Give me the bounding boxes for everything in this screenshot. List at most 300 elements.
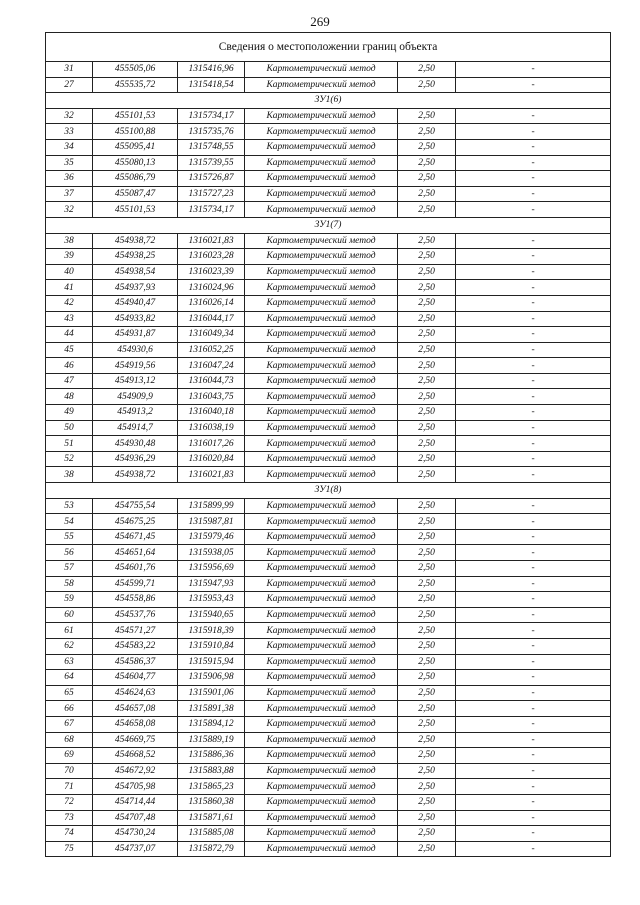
method-cell: Картометрический метод — [245, 810, 398, 826]
table-row — [46, 139, 611, 155]
description-cell: - — [456, 155, 611, 171]
table-row — [46, 576, 611, 592]
method-cell: Картометрический метод — [245, 77, 398, 93]
method-cell: Картометрический метод — [245, 108, 398, 124]
method-cell: Картометрический метод — [245, 561, 398, 577]
coord-y-cell: 1315727,23 — [178, 186, 245, 202]
table-row — [46, 810, 611, 826]
description-cell: - — [456, 451, 611, 467]
table-row — [46, 732, 611, 748]
point-number-cell: 60 — [46, 607, 93, 623]
description-cell: - — [456, 405, 611, 421]
description-cell: - — [456, 342, 611, 358]
coord-x-cell: 454909,9 — [93, 389, 178, 405]
description-cell: - — [456, 701, 611, 717]
accuracy-cell: 2,50 — [398, 623, 456, 639]
description-cell: - — [456, 654, 611, 670]
description-cell: - — [456, 311, 611, 327]
point-number-cell: 70 — [46, 763, 93, 779]
description-cell: - — [456, 77, 611, 93]
coord-y-cell: 1315901,06 — [178, 685, 245, 701]
description-cell: - — [456, 327, 611, 343]
description-cell: - — [456, 841, 611, 857]
description-cell: - — [456, 264, 611, 280]
description-cell: - — [456, 779, 611, 795]
method-cell: Картометрический метод — [245, 763, 398, 779]
method-cell: Картометрический метод — [245, 249, 398, 265]
method-cell: Картометрический метод — [245, 529, 398, 545]
coord-x-cell: 455505,06 — [93, 62, 178, 78]
accuracy-cell: 2,50 — [398, 420, 456, 436]
method-cell: Картометрический метод — [245, 358, 398, 374]
table-row — [46, 62, 611, 78]
table-row — [46, 654, 611, 670]
coord-x-cell: 454737,07 — [93, 841, 178, 857]
method-cell: Картометрический метод — [245, 233, 398, 249]
coord-x-cell: 454671,45 — [93, 529, 178, 545]
table-row — [46, 545, 611, 561]
coord-x-cell: 455086,79 — [93, 171, 178, 187]
coord-y-cell: 1315906,98 — [178, 670, 245, 686]
coord-x-cell: 454931,87 — [93, 327, 178, 343]
coord-y-cell: 1316023,28 — [178, 249, 245, 265]
accuracy-cell: 2,50 — [398, 327, 456, 343]
method-cell: Картометрический метод — [245, 607, 398, 623]
method-cell: Картометрический метод — [245, 373, 398, 389]
description-cell: - — [456, 62, 611, 78]
description-cell: - — [456, 514, 611, 530]
accuracy-cell: 2,50 — [398, 654, 456, 670]
coord-x-cell: 454604,77 — [93, 670, 178, 686]
table-row — [46, 280, 611, 296]
method-cell: Картометрический метод — [245, 436, 398, 452]
description-cell: - — [456, 373, 611, 389]
table-row — [46, 670, 611, 686]
point-number-cell: 33 — [46, 124, 93, 140]
accuracy-cell: 2,50 — [398, 342, 456, 358]
point-number-cell: 73 — [46, 810, 93, 826]
point-number-cell: 45 — [46, 342, 93, 358]
description-cell: - — [456, 576, 611, 592]
section-label: ЗУ1(8) — [46, 483, 611, 499]
accuracy-cell: 2,50 — [398, 716, 456, 732]
point-number-cell: 40 — [46, 264, 93, 280]
coord-y-cell: 1316040,18 — [178, 405, 245, 421]
coord-y-cell: 1315416,96 — [178, 62, 245, 78]
description-cell: - — [456, 436, 611, 452]
coord-y-cell: 1316020,84 — [178, 451, 245, 467]
point-number-cell: 42 — [46, 295, 93, 311]
coord-x-cell: 454583,22 — [93, 638, 178, 654]
coord-x-cell: 454940,47 — [93, 295, 178, 311]
coord-x-cell: 454937,93 — [93, 280, 178, 296]
table-row — [46, 436, 611, 452]
coord-x-cell: 454938,72 — [93, 233, 178, 249]
method-cell: Картометрический метод — [245, 638, 398, 654]
accuracy-cell: 2,50 — [398, 249, 456, 265]
description-cell: - — [456, 670, 611, 686]
coord-x-cell: 455095,41 — [93, 139, 178, 155]
point-number-cell: 51 — [46, 436, 93, 452]
coord-x-cell: 454624,63 — [93, 685, 178, 701]
point-number-cell: 75 — [46, 841, 93, 857]
accuracy-cell: 2,50 — [398, 607, 456, 623]
table-row — [46, 592, 611, 608]
table-row — [46, 716, 611, 732]
point-number-cell: 35 — [46, 155, 93, 171]
table-row — [46, 467, 611, 483]
coord-y-cell: 1315860,38 — [178, 794, 245, 810]
point-number-cell: 32 — [46, 202, 93, 218]
coord-y-cell: 1315979,46 — [178, 529, 245, 545]
point-number-cell: 63 — [46, 654, 93, 670]
point-number-cell: 44 — [46, 327, 93, 343]
coord-y-cell: 1315938,05 — [178, 545, 245, 561]
section-header-row — [46, 217, 611, 233]
coord-x-cell: 454913,12 — [93, 373, 178, 389]
coord-y-cell: 1315735,76 — [178, 124, 245, 140]
accuracy-cell: 2,50 — [398, 62, 456, 78]
accuracy-cell: 2,50 — [398, 139, 456, 155]
accuracy-cell: 2,50 — [398, 77, 456, 93]
point-number-cell: 48 — [46, 389, 93, 405]
point-number-cell: 37 — [46, 186, 93, 202]
method-cell: Картометрический метод — [245, 186, 398, 202]
point-number-cell: 50 — [46, 420, 93, 436]
point-number-cell: 27 — [46, 77, 93, 93]
point-number-cell: 64 — [46, 670, 93, 686]
table-caption: Сведения о местоположении границ объекта — [46, 33, 611, 62]
method-cell: Картометрический метод — [245, 171, 398, 187]
method-cell: Картометрический метод — [245, 841, 398, 857]
coord-x-cell: 454755,54 — [93, 498, 178, 514]
coord-x-cell: 455101,53 — [93, 108, 178, 124]
point-number-cell: 59 — [46, 592, 93, 608]
description-cell: - — [456, 171, 611, 187]
table-row — [46, 841, 611, 857]
description-cell: - — [456, 607, 611, 623]
description-cell: - — [456, 108, 611, 124]
description-cell: - — [456, 716, 611, 732]
coord-x-cell: 454705,98 — [93, 779, 178, 795]
method-cell: Картометрический метод — [245, 670, 398, 686]
method-cell: Картометрический метод — [245, 467, 398, 483]
method-cell: Картометрический метод — [245, 545, 398, 561]
point-number-cell: 43 — [46, 311, 93, 327]
point-number-cell: 67 — [46, 716, 93, 732]
description-cell: - — [456, 545, 611, 561]
coord-y-cell: 1315418,54 — [178, 77, 245, 93]
table-row — [46, 124, 611, 140]
coord-x-cell: 454669,75 — [93, 732, 178, 748]
accuracy-cell: 2,50 — [398, 841, 456, 857]
coord-y-cell: 1316021,83 — [178, 233, 245, 249]
coord-x-cell: 455101,53 — [93, 202, 178, 218]
accuracy-cell: 2,50 — [398, 108, 456, 124]
accuracy-cell: 2,50 — [398, 748, 456, 764]
description-cell: - — [456, 139, 611, 155]
accuracy-cell: 2,50 — [398, 576, 456, 592]
table-row — [46, 295, 611, 311]
accuracy-cell: 2,50 — [398, 701, 456, 717]
accuracy-cell: 2,50 — [398, 561, 456, 577]
accuracy-cell: 2,50 — [398, 295, 456, 311]
method-cell: Картометрический метод — [245, 420, 398, 436]
method-cell: Картометрический метод — [245, 389, 398, 405]
table-row — [46, 186, 611, 202]
accuracy-cell: 2,50 — [398, 685, 456, 701]
section-label: ЗУ1(7) — [46, 217, 611, 233]
point-number-cell: 38 — [46, 233, 93, 249]
coord-x-cell: 454672,92 — [93, 763, 178, 779]
coord-y-cell: 1316023,39 — [178, 264, 245, 280]
point-number-cell: 46 — [46, 358, 93, 374]
table-row — [46, 311, 611, 327]
accuracy-cell: 2,50 — [398, 311, 456, 327]
coord-x-cell: 454675,25 — [93, 514, 178, 530]
method-cell: Картометрический метод — [245, 264, 398, 280]
method-cell: Картометрический метод — [245, 748, 398, 764]
coord-y-cell: 1315871,61 — [178, 810, 245, 826]
method-cell: Картометрический метод — [245, 732, 398, 748]
method-cell: Картометрический метод — [245, 701, 398, 717]
table-row — [46, 327, 611, 343]
description-cell: - — [456, 638, 611, 654]
description-cell: - — [456, 623, 611, 639]
table-row — [46, 77, 611, 93]
table-row — [46, 373, 611, 389]
table-row — [46, 342, 611, 358]
coord-y-cell: 1316049,34 — [178, 327, 245, 343]
table-row — [46, 358, 611, 374]
description-cell: - — [456, 295, 611, 311]
accuracy-cell: 2,50 — [398, 732, 456, 748]
coord-y-cell: 1316021,83 — [178, 467, 245, 483]
description-cell: - — [456, 561, 611, 577]
description-cell: - — [456, 124, 611, 140]
table-row — [46, 498, 611, 514]
method-cell: Картометрический метод — [245, 623, 398, 639]
description-cell: - — [456, 358, 611, 374]
method-cell: Картометрический метод — [245, 794, 398, 810]
coord-x-cell: 455100,88 — [93, 124, 178, 140]
method-cell: Картометрический метод — [245, 498, 398, 514]
point-number-cell: 53 — [46, 498, 93, 514]
point-number-cell: 52 — [46, 451, 93, 467]
table-row — [46, 420, 611, 436]
point-number-cell: 34 — [46, 139, 93, 155]
coord-y-cell: 1315734,17 — [178, 202, 245, 218]
coord-y-cell: 1315889,19 — [178, 732, 245, 748]
coord-y-cell: 1315883,88 — [178, 763, 245, 779]
accuracy-cell: 2,50 — [398, 638, 456, 654]
coord-x-cell: 454537,76 — [93, 607, 178, 623]
table-row — [46, 451, 611, 467]
coord-y-cell: 1316017,26 — [178, 436, 245, 452]
method-cell: Картометрический метод — [245, 779, 398, 795]
coord-y-cell: 1315886,36 — [178, 748, 245, 764]
accuracy-cell: 2,50 — [398, 280, 456, 296]
coord-x-cell: 454601,76 — [93, 561, 178, 577]
table-row — [46, 794, 611, 810]
method-cell: Картометрический метод — [245, 342, 398, 358]
coord-y-cell: 1315891,38 — [178, 701, 245, 717]
coord-y-cell: 1316044,73 — [178, 373, 245, 389]
description-cell: - — [456, 233, 611, 249]
coord-y-cell: 1315865,23 — [178, 779, 245, 795]
table-row — [46, 748, 611, 764]
coord-y-cell: 1315956,69 — [178, 561, 245, 577]
description-cell: - — [456, 420, 611, 436]
description-cell: - — [456, 794, 611, 810]
point-number-cell: 65 — [46, 685, 93, 701]
accuracy-cell: 2,50 — [398, 436, 456, 452]
coord-x-cell: 454714,44 — [93, 794, 178, 810]
coord-y-cell: 1315940,65 — [178, 607, 245, 623]
description-cell: - — [456, 826, 611, 842]
coord-x-cell: 454938,25 — [93, 249, 178, 265]
accuracy-cell: 2,50 — [398, 405, 456, 421]
table-row — [46, 171, 611, 187]
description-cell: - — [456, 389, 611, 405]
coord-y-cell: 1316044,17 — [178, 311, 245, 327]
accuracy-cell: 2,50 — [398, 514, 456, 530]
accuracy-cell: 2,50 — [398, 670, 456, 686]
section-label: ЗУ1(6) — [46, 93, 611, 109]
coord-y-cell: 1316026,14 — [178, 295, 245, 311]
coord-y-cell: 1316052,25 — [178, 342, 245, 358]
accuracy-cell: 2,50 — [398, 810, 456, 826]
boundary-coordinates-table — [45, 32, 611, 857]
point-number-cell: 56 — [46, 545, 93, 561]
point-number-cell: 68 — [46, 732, 93, 748]
coord-x-cell: 454938,72 — [93, 467, 178, 483]
coord-y-cell: 1316024,96 — [178, 280, 245, 296]
method-cell: Картометрический метод — [245, 716, 398, 732]
description-cell: - — [456, 202, 611, 218]
point-number-cell: 38 — [46, 467, 93, 483]
table-row — [46, 701, 611, 717]
table-row — [46, 561, 611, 577]
coord-x-cell: 454668,52 — [93, 748, 178, 764]
coord-x-cell: 454913,2 — [93, 405, 178, 421]
table-caption-row — [46, 33, 611, 62]
page-number: 269 — [310, 14, 330, 29]
method-cell: Картометрический метод — [245, 654, 398, 670]
description-cell: - — [456, 249, 611, 265]
accuracy-cell: 2,50 — [398, 233, 456, 249]
point-number-cell: 61 — [46, 623, 93, 639]
method-cell: Картометрический метод — [245, 155, 398, 171]
accuracy-cell: 2,50 — [398, 498, 456, 514]
coord-x-cell: 454919,56 — [93, 358, 178, 374]
accuracy-cell: 2,50 — [398, 155, 456, 171]
point-number-cell: 41 — [46, 280, 93, 296]
coord-x-cell: 455535,72 — [93, 77, 178, 93]
coord-x-cell: 454938,54 — [93, 264, 178, 280]
coord-y-cell: 1315910,84 — [178, 638, 245, 654]
table-row — [46, 529, 611, 545]
coord-y-cell: 1315894,12 — [178, 716, 245, 732]
method-cell: Картометрический метод — [245, 826, 398, 842]
coord-x-cell: 454707,48 — [93, 810, 178, 826]
coord-x-cell: 454586,37 — [93, 654, 178, 670]
method-cell: Картометрический метод — [245, 280, 398, 296]
table-row — [46, 638, 611, 654]
coord-x-cell: 454658,08 — [93, 716, 178, 732]
method-cell: Картометрический метод — [245, 451, 398, 467]
table-row — [46, 264, 611, 280]
point-number-cell: 69 — [46, 748, 93, 764]
description-cell: - — [456, 467, 611, 483]
table-row — [46, 779, 611, 795]
accuracy-cell: 2,50 — [398, 467, 456, 483]
description-cell: - — [456, 732, 611, 748]
point-number-cell: 32 — [46, 108, 93, 124]
coord-y-cell: 1315748,55 — [178, 139, 245, 155]
coord-x-cell: 454571,27 — [93, 623, 178, 639]
coord-x-cell: 454914,7 — [93, 420, 178, 436]
coord-x-cell: 454599,71 — [93, 576, 178, 592]
accuracy-cell: 2,50 — [398, 592, 456, 608]
point-number-cell: 58 — [46, 576, 93, 592]
coord-x-cell: 454657,08 — [93, 701, 178, 717]
accuracy-cell: 2,50 — [398, 264, 456, 280]
method-cell: Картометрический метод — [245, 405, 398, 421]
description-cell: - — [456, 763, 611, 779]
coord-x-cell: 454930,48 — [93, 436, 178, 452]
table-row — [46, 685, 611, 701]
accuracy-cell: 2,50 — [398, 202, 456, 218]
table-row — [46, 623, 611, 639]
section-header-row — [46, 483, 611, 499]
description-cell: - — [456, 592, 611, 608]
point-number-cell: 39 — [46, 249, 93, 265]
point-number-cell: 49 — [46, 405, 93, 421]
description-cell: - — [456, 280, 611, 296]
point-number-cell: 74 — [46, 826, 93, 842]
coord-x-cell: 454651,64 — [93, 545, 178, 561]
section-header-row — [46, 93, 611, 109]
point-number-cell: 47 — [46, 373, 93, 389]
accuracy-cell: 2,50 — [398, 451, 456, 467]
coord-y-cell: 1315918,39 — [178, 623, 245, 639]
description-cell: - — [456, 529, 611, 545]
coord-y-cell: 1315885,08 — [178, 826, 245, 842]
description-cell: - — [456, 186, 611, 202]
point-number-cell: 54 — [46, 514, 93, 530]
coord-y-cell: 1316047,24 — [178, 358, 245, 374]
coord-y-cell: 1315739,55 — [178, 155, 245, 171]
method-cell: Картометрический метод — [245, 139, 398, 155]
coord-y-cell: 1315734,17 — [178, 108, 245, 124]
table-row — [46, 202, 611, 218]
coord-x-cell: 454936,29 — [93, 451, 178, 467]
table-row — [46, 155, 611, 171]
coord-x-cell: 454930,6 — [93, 342, 178, 358]
table-row — [46, 763, 611, 779]
coord-y-cell: 1316043,75 — [178, 389, 245, 405]
accuracy-cell: 2,50 — [398, 826, 456, 842]
method-cell: Картометрический метод — [245, 514, 398, 530]
method-cell: Картометрический метод — [245, 62, 398, 78]
method-cell: Картометрический метод — [245, 124, 398, 140]
accuracy-cell: 2,50 — [398, 794, 456, 810]
coord-x-cell: 454558,86 — [93, 592, 178, 608]
table-row — [46, 826, 611, 842]
accuracy-cell: 2,50 — [398, 186, 456, 202]
accuracy-cell: 2,50 — [398, 763, 456, 779]
